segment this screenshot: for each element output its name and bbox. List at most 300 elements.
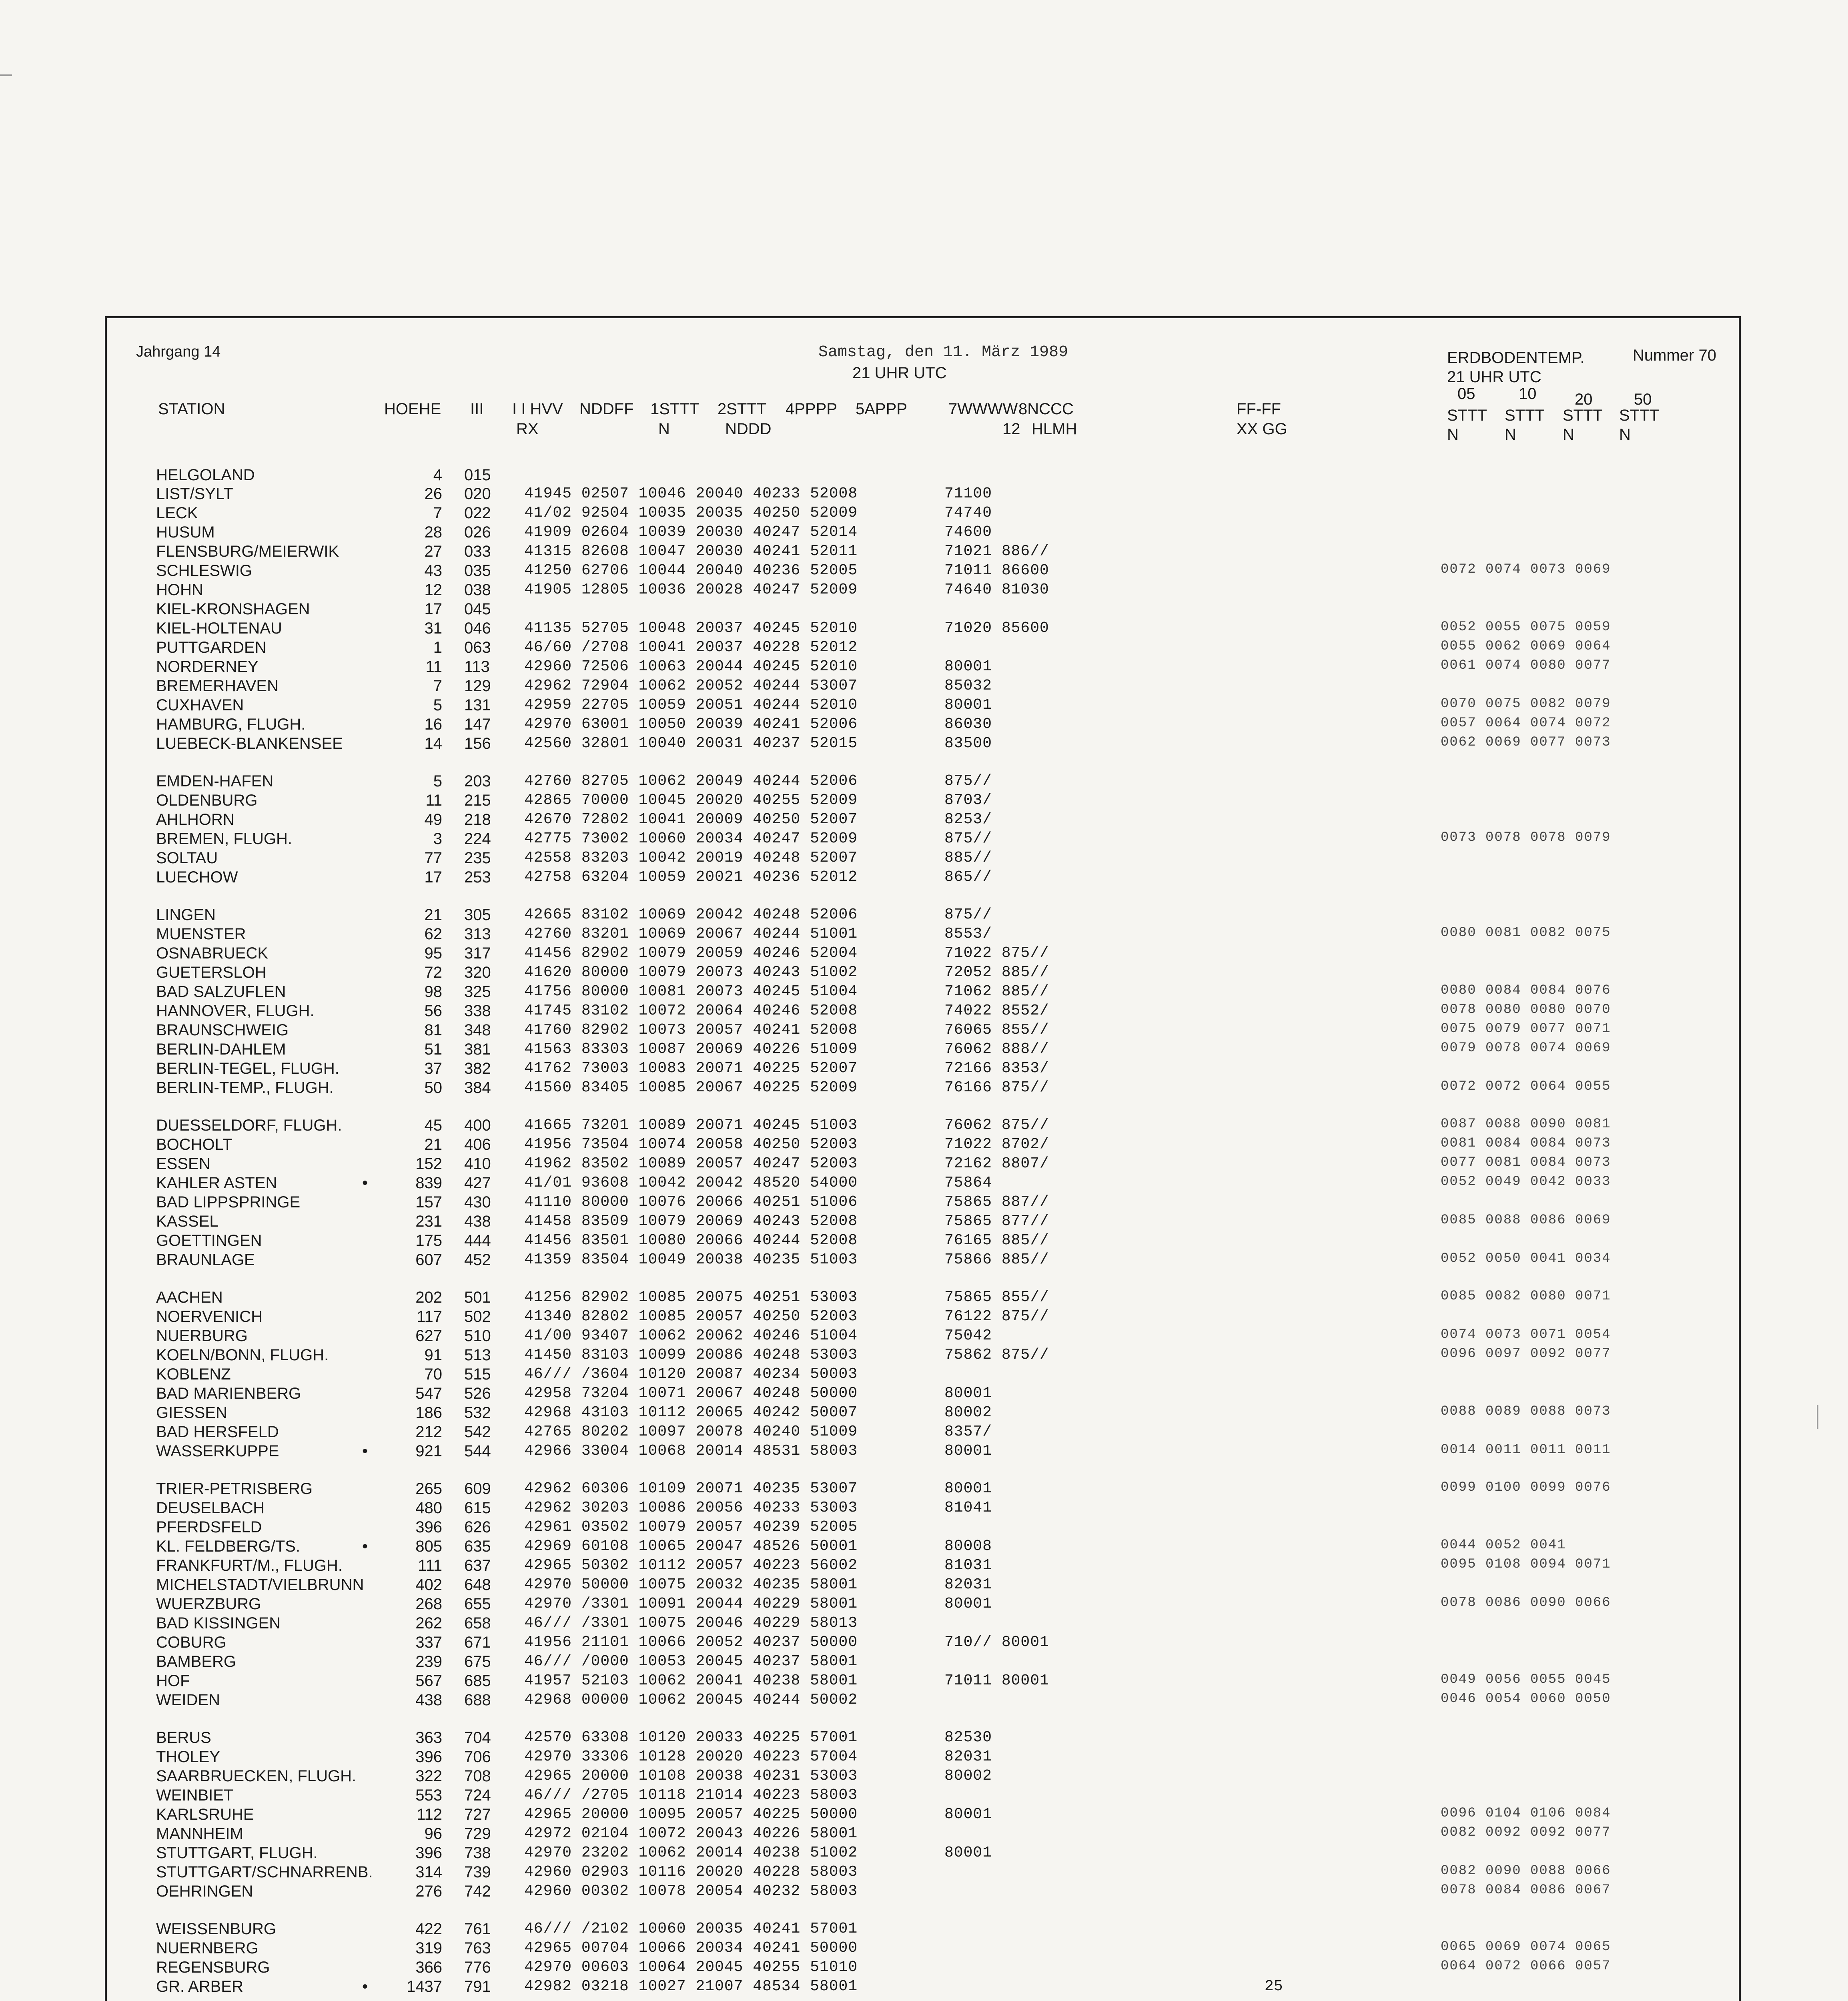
synop-groups: 42968 00000 10062 20045 40244 50002	[524, 1691, 858, 1708]
table-row	[0, 1883, 1611, 1902]
station-height: 627	[415, 1327, 442, 1345]
station-id: 033	[464, 543, 491, 560]
synop-groups: 42570 63308 10120 20033 40225 57001	[524, 1729, 858, 1746]
synop-groups: 42965 20000 10108 20038 40231 53003	[524, 1767, 858, 1784]
soil-temperatures: 0078 0080 0080 0070	[1441, 1002, 1611, 1017]
margin-mark	[1817, 1405, 1818, 1429]
weather-cloud-groups: 80001	[944, 1806, 992, 1823]
weather-cloud-groups: 76065 855//	[944, 1021, 1049, 1039]
station-height: 77	[424, 849, 442, 867]
station-height: 567	[415, 1672, 442, 1690]
table-row	[0, 811, 1601, 830]
gust-value: 25	[1265, 1978, 1283, 1995]
weather-cloud-groups: 75866 885//	[944, 1251, 1049, 1268]
station-height: 262	[415, 1614, 442, 1632]
soil-temperatures: 0099 0100 0099 0076	[1441, 1480, 1611, 1495]
table-row	[0, 964, 1601, 983]
table-row	[0, 1939, 1611, 1959]
synop-groups: 41256 82902 10085 20075 40251 53003	[524, 1289, 858, 1306]
station-id: 224	[464, 830, 491, 848]
station-name: BRAUNSCHWEIG	[156, 1021, 289, 1039]
soil-n-10: N	[1505, 426, 1516, 443]
table-row	[0, 1518, 1601, 1538]
station-name: SAARBRUECKEN, FLUGH.	[156, 1767, 357, 1785]
station-id: 532	[464, 1404, 491, 1422]
station-id: 427	[464, 1174, 491, 1192]
station-id: 671	[464, 1634, 491, 1651]
table-row	[0, 1327, 1611, 1346]
soil-temperatures: 0082 0090 0088 0066	[1441, 1863, 1611, 1879]
weather-cloud-groups: 71021 886//	[944, 543, 1049, 560]
station-name: BAD MARIENBERG	[156, 1385, 301, 1402]
synop-groups: 42765 80202 10097 20078 40240 51009	[524, 1423, 858, 1440]
station-id: 035	[464, 562, 491, 579]
station-height: 62	[424, 925, 442, 943]
station-name: KIEL-KRONSHAGEN	[156, 600, 310, 618]
synop-groups: 41762 73003 10083 20071 40225 52007	[524, 1060, 858, 1077]
col-8nccc: 8NCCC	[1018, 400, 1074, 418]
table-row	[0, 1136, 1611, 1155]
station-name: CUXHAVEN	[156, 696, 244, 714]
station-id: 381	[464, 1041, 491, 1058]
station-name: WEINBIET	[156, 1786, 234, 1804]
weather-cloud-groups: 80001	[944, 1442, 992, 1460]
station-name: GIESSEN	[156, 1404, 227, 1422]
station-name: OSNABRUECK	[156, 944, 269, 962]
station-name: LIST/SYLT	[156, 485, 233, 503]
station-name: AACHEN	[156, 1289, 223, 1306]
soil-temperatures: 0085 0088 0086 0069	[1441, 1213, 1611, 1228]
synop-groups: 41620 80000 10079 20073 40243 51002	[524, 964, 858, 981]
soil-temperatures: 0062 0069 0077 0073	[1441, 735, 1611, 750]
table-row	[0, 868, 1601, 888]
station-height: 111	[418, 1557, 442, 1574]
station-height: 438	[415, 1691, 442, 1709]
station-id: 688	[464, 1691, 491, 1709]
station-name: DUESSELDORF, FLUGH.	[156, 1117, 342, 1134]
station-height: 422	[415, 1920, 442, 1938]
station-name: HOF	[156, 1672, 190, 1690]
table-row	[0, 562, 1611, 581]
station-name: EMDEN-HAFEN	[156, 772, 274, 790]
table-row	[0, 735, 1611, 754]
synop-groups: 41/01 93608 10042 20042 48520 54000	[524, 1174, 858, 1191]
mountain-station-mark: •	[362, 1538, 368, 1555]
table-row	[0, 1672, 1611, 1691]
table-row	[0, 1213, 1611, 1232]
table-row	[0, 485, 1601, 504]
station-id: 015	[464, 466, 491, 484]
synop-groups: 41560 83405 10085 20067 40225 52009	[524, 1079, 858, 1096]
station-name: OLDENBURG	[156, 792, 258, 809]
station-height: 239	[415, 1653, 442, 1670]
synop-groups: 42670 72802 10041 20009 40250 52007	[524, 811, 858, 828]
station-name: BERUS	[156, 1729, 211, 1746]
weather-cloud-groups: 71100	[944, 485, 992, 502]
station-name: OEHRINGEN	[156, 1883, 253, 1900]
table-row	[0, 1117, 1611, 1136]
table-row	[0, 1423, 1601, 1442]
table-row	[0, 849, 1601, 868]
weather-cloud-groups: 80001	[944, 696, 992, 714]
weather-cloud-groups: 74600	[944, 523, 992, 541]
station-id: 513	[464, 1346, 491, 1364]
station-height: 117	[417, 1308, 442, 1325]
synop-groups: 42972 02104 10072 20043 40226 58001	[524, 1825, 858, 1842]
table-row	[0, 772, 1601, 792]
synop-groups: 42962 30203 10086 20056 40233 53003	[524, 1499, 858, 1516]
station-id: 215	[464, 792, 491, 809]
weather-cloud-groups: 865//	[944, 868, 992, 886]
soil-temperatures: 0049 0056 0055 0045	[1441, 1672, 1611, 1687]
station-id: 761	[464, 1920, 491, 1938]
weather-cloud-groups: 76166 875//	[944, 1079, 1049, 1096]
station-height: 202	[415, 1289, 442, 1306]
soil-temperatures: 0073 0078 0078 0079	[1441, 830, 1611, 845]
col-7wwww: 7WWWW	[948, 400, 1018, 418]
station-name: BREMEN, FLUGH.	[156, 830, 293, 848]
station-id: 544	[464, 1442, 491, 1460]
weather-cloud-groups: 81041	[944, 1499, 992, 1516]
col-nddff: NDDFF	[579, 400, 634, 418]
synop-groups: 42962 72904 10062 20052 40244 53007	[524, 677, 858, 694]
table-row	[0, 600, 1601, 620]
station-id: 129	[464, 677, 491, 695]
station-name: PUTTGARDEN	[156, 639, 267, 656]
weather-cloud-groups: 875//	[944, 830, 992, 847]
station-name: BAD LIPPSPRINGE	[156, 1193, 301, 1211]
station-name: FRANKFURT/M., FLUGH.	[156, 1557, 343, 1574]
synop-groups: 41359 83504 10049 20038 40235 51003	[524, 1251, 858, 1268]
weather-cloud-groups: 80001	[944, 658, 992, 675]
synop-groups: 42970 /3301 10091 20044 40229 58001	[524, 1595, 858, 1612]
station-height: 17	[424, 868, 442, 886]
station-name: ESSEN	[156, 1155, 210, 1173]
station-id: 382	[464, 1060, 491, 1077]
table-row	[0, 1978, 1601, 1997]
station-id: 156	[464, 735, 491, 752]
station-height: 49	[424, 811, 442, 828]
synop-groups: 42970 63001 10050 20039 40241 52006	[524, 716, 858, 733]
weather-cloud-groups: 76062 875//	[944, 1117, 1049, 1134]
station-height: 607	[415, 1251, 442, 1269]
station-name: LUEBECK-BLANKENSEE	[156, 735, 343, 752]
station-name: BAMBERG	[156, 1653, 237, 1670]
station-name: HAMBURG, FLUGH.	[156, 716, 306, 733]
mountain-station-mark: •	[362, 1174, 368, 1192]
soil-temperatures: 0072 0072 0064 0055	[1441, 1079, 1611, 1094]
soil-temperatures: 0052 0055 0075 0059	[1441, 620, 1611, 635]
depth-20: 20	[1575, 391, 1593, 408]
synop-groups: 42960 02903 10116 20020 40228 58003	[524, 1863, 858, 1881]
weather-cloud-groups: 75865 855//	[944, 1289, 1049, 1306]
soil-temperatures: 0078 0084 0086 0067	[1441, 1883, 1611, 1898]
weather-cloud-groups: 81031	[944, 1557, 992, 1574]
soil-temperatures: 0080 0081 0082 0075	[1441, 925, 1611, 940]
synop-groups: 42962 60306 10109 20071 40235 53007	[524, 1480, 858, 1497]
station-height: 396	[415, 1844, 442, 1862]
weather-cloud-groups: 80001	[944, 1844, 992, 1861]
col-station: STATION	[158, 400, 225, 418]
soil-temperatures: 0064 0072 0066 0057	[1441, 1959, 1611, 1974]
station-height: 276	[415, 1883, 442, 1900]
table-row	[0, 1653, 1601, 1672]
soil-temperatures: 0014 0011 0011 0011	[1441, 1442, 1611, 1458]
station-name: WEISSENBURG	[156, 1920, 277, 1938]
synop-groups: 42760 83201 10069 20067 40244 51001	[524, 925, 858, 942]
station-height: 212	[415, 1423, 442, 1441]
station-height: 396	[415, 1518, 442, 1536]
station-height: 26	[424, 485, 442, 503]
soil-temperatures: 0078 0086 0090 0066	[1441, 1595, 1611, 1610]
station-height: 70	[424, 1365, 442, 1383]
soil-temperatures: 0079 0078 0074 0069	[1441, 1041, 1611, 1056]
table-row	[0, 696, 1611, 716]
soil-temperatures: 0052 0049 0042 0033	[1441, 1174, 1611, 1189]
table-row	[0, 504, 1601, 523]
station-height: 337	[415, 1634, 442, 1651]
weather-cloud-groups: 71022 875//	[944, 944, 1049, 962]
station-id: 045	[464, 600, 491, 618]
table-row	[0, 1825, 1611, 1844]
weather-cloud-groups: 80002	[944, 1404, 992, 1421]
station-name: LUECHOW	[156, 868, 238, 886]
synop-groups: 41665 73201 10089 20071 40245 51003	[524, 1117, 858, 1134]
synop-groups: 41250 62706 10044 20040 40236 52005	[524, 562, 858, 579]
synop-groups: 42970 00603 10064 20045 40255 51010	[524, 1959, 858, 1976]
synop-groups: 46/// /2102 10060 20035 40241 57001	[524, 1920, 858, 1937]
table-row	[0, 1691, 1611, 1710]
station-name: KOELN/BONN, FLUGH.	[156, 1346, 329, 1364]
station-name: BAD SALZUFLEN	[156, 983, 286, 1000]
station-id: 635	[464, 1538, 491, 1555]
station-height: 396	[415, 1748, 442, 1766]
col-2sttt: 2STTT	[718, 400, 767, 418]
synop-groups: 42960 72506 10063 20044 40245 52010	[524, 658, 858, 675]
synop-groups: 42966 33004 10068 20014 48531 58003	[524, 1442, 858, 1460]
weather-cloud-groups: 74640 81030	[944, 581, 1049, 598]
synop-groups: 41905 12805 10036 20028 40247 52009	[524, 581, 858, 598]
weather-cloud-groups: 72162 8807/	[944, 1155, 1049, 1172]
table-row	[0, 1634, 1601, 1653]
station-height: 14	[424, 735, 442, 752]
station-height: 56	[424, 1002, 442, 1020]
station-id: 763	[464, 1939, 491, 1957]
weather-cloud-groups: 76165 885//	[944, 1232, 1049, 1249]
station-id: 147	[464, 716, 491, 733]
station-height: 12	[424, 581, 442, 599]
station-id: 022	[464, 504, 491, 522]
station-id: 501	[464, 1289, 491, 1306]
soil-temperatures: 0080 0084 0084 0076	[1441, 983, 1611, 998]
station-height: 152	[415, 1155, 442, 1173]
synop-groups: 42970 50000 10075 20032 40235 58001	[524, 1576, 858, 1593]
station-id: 729	[464, 1825, 491, 1843]
station-height: 366	[415, 1959, 442, 1976]
weather-cloud-groups: 75865 877//	[944, 1213, 1049, 1230]
table-row	[0, 792, 1601, 811]
synop-groups: 41909 02604 10039 20030 40247 52014	[524, 523, 858, 541]
station-name: KIEL-HOLTENAU	[156, 620, 282, 637]
weather-cloud-groups: 75865 887//	[944, 1193, 1049, 1211]
table-row	[0, 925, 1611, 944]
station-id: 410	[464, 1155, 491, 1173]
station-id: 637	[464, 1557, 491, 1574]
table-row	[0, 1748, 1601, 1767]
station-id: 046	[464, 620, 491, 637]
soil-temperatures: 0072 0074 0073 0069	[1441, 562, 1611, 577]
synop-groups: 41563 83303 10087 20069 40226 51009	[524, 1041, 858, 1058]
table-row	[0, 1786, 1601, 1806]
station-name: KARLSRUHE	[156, 1806, 254, 1823]
station-id: 738	[464, 1844, 491, 1862]
station-height: 363	[415, 1729, 442, 1746]
station-name: KASSEL	[156, 1213, 218, 1230]
station-id: 724	[464, 1786, 491, 1804]
station-height: 21	[424, 906, 442, 924]
station-id: 708	[464, 1767, 491, 1785]
station-id: 430	[464, 1193, 491, 1211]
synop-groups: 41135 52705 10048 20037 40245 52010	[524, 620, 858, 637]
station-height: 186	[415, 1404, 442, 1422]
station-height: 5	[433, 696, 442, 714]
table-row	[0, 1576, 1601, 1595]
weather-cloud-groups: 8553/	[944, 925, 992, 942]
soil-sttt-20: STTT	[1563, 407, 1603, 424]
table-row	[0, 1557, 1611, 1576]
station-name: TRIER-PETRISBERG	[156, 1480, 313, 1498]
table-row	[0, 1767, 1601, 1786]
table-row	[0, 1308, 1601, 1327]
table-row	[0, 906, 1601, 925]
table-row	[0, 581, 1601, 600]
table-row	[0, 1193, 1601, 1213]
soil-temperatures: 0055 0062 0069 0064	[1441, 639, 1611, 654]
station-height: 314	[415, 1863, 442, 1881]
synop-groups: 46/// /2705 10118 21014 40223 58003	[524, 1786, 858, 1804]
station-id: 020	[464, 485, 491, 503]
weather-cloud-groups: 875//	[944, 772, 992, 790]
year-label: Jahrgang 14	[136, 343, 221, 360]
station-height: 7	[433, 504, 442, 522]
synop-groups: 42560 32801 10040 20031 40237 52015	[524, 735, 858, 752]
soil-sttt-05: STTT	[1447, 407, 1487, 424]
synop-groups: 42970 23202 10062 20014 40238 51002	[524, 1844, 858, 1861]
soil-sttt-10: STTT	[1505, 407, 1545, 424]
station-id: 542	[464, 1423, 491, 1441]
station-id: 615	[464, 1499, 491, 1517]
table-row	[0, 1499, 1601, 1518]
table-row	[0, 639, 1611, 658]
soil-temperatures: 0087 0088 0090 0081	[1441, 1117, 1611, 1132]
station-id: 305	[464, 906, 491, 924]
synop-groups: 42558 83203 10042 20019 40248 52007	[524, 849, 858, 866]
station-name: WUERZBURG	[156, 1595, 261, 1613]
weather-cloud-groups: 71022 8702/	[944, 1136, 1049, 1153]
station-name: BERLIN-TEMP., FLUGH.	[156, 1079, 334, 1097]
station-name: GOETTINGEN	[156, 1232, 262, 1249]
synop-groups: 42968 43103 10112 20065 40242 50007	[524, 1404, 858, 1421]
depth-05: 05	[1457, 385, 1475, 403]
synop-groups: 41/02 92504 10035 20035 40250 52009	[524, 504, 858, 521]
soil-temperatures: 0075 0079 0077 0071	[1441, 1021, 1611, 1037]
soil-temperatures: 0095 0108 0094 0071	[1441, 1557, 1611, 1572]
station-height: 50	[424, 1079, 442, 1097]
station-height: 157	[415, 1193, 442, 1211]
station-id: 438	[464, 1213, 491, 1230]
station-height: 319	[415, 1939, 442, 1957]
col-5appp: 5APPP	[856, 400, 907, 418]
table-row	[0, 677, 1601, 696]
synop-groups: 42959 22705 10059 20051 40244 52010	[524, 696, 858, 714]
table-row	[0, 1729, 1601, 1748]
station-name: KL. FELDBERG/TS.	[156, 1538, 301, 1555]
weather-cloud-groups: 82530	[944, 1729, 992, 1746]
station-id: 406	[464, 1136, 491, 1153]
weather-cloud-groups: 74740	[944, 504, 992, 521]
station-height: 7	[433, 677, 442, 695]
station-name: SOLTAU	[156, 849, 218, 867]
station-name: KAHLER ASTEN	[156, 1174, 277, 1192]
table-row	[0, 1385, 1601, 1404]
station-id: 320	[464, 964, 491, 981]
table-row	[0, 1021, 1611, 1041]
table-row	[0, 983, 1611, 1002]
synop-groups: 42965 20000 10095 20057 40225 50000	[524, 1806, 858, 1823]
col-nddd: NDDD	[725, 420, 772, 438]
station-name: SCHLESWIG	[156, 562, 253, 579]
station-id: 739	[464, 1863, 491, 1881]
col-hlmh: HLMH	[1032, 420, 1077, 438]
station-name: REGENSBURG	[156, 1959, 270, 1976]
synop-groups: 41450 83103 10099 20086 40248 53003	[524, 1346, 858, 1363]
weather-cloud-groups: 85032	[944, 677, 992, 694]
soil-title: ERDBODENTEMP.	[1447, 349, 1585, 367]
station-name: PFERDSFELD	[156, 1518, 262, 1536]
synop-groups: 42960 00302 10078 20054 40232 58003	[524, 1883, 858, 1900]
synop-groups: 41110 80000 10076 20066 40251 51006	[524, 1193, 858, 1211]
station-id: 384	[464, 1079, 491, 1097]
station-height: 5	[433, 772, 442, 790]
station-id: 655	[464, 1595, 491, 1613]
station-name: BOCHOLT	[156, 1136, 233, 1153]
station-name: LECK	[156, 504, 198, 522]
table-row	[0, 1079, 1611, 1098]
station-height: 95	[424, 944, 442, 962]
table-row	[0, 1002, 1611, 1021]
station-name: MANNHEIM	[156, 1825, 243, 1843]
weather-cloud-groups: 76062 888//	[944, 1041, 1049, 1058]
station-id: 026	[464, 523, 491, 541]
number-label: Nummer 70	[1633, 347, 1716, 364]
station-height: 51	[424, 1041, 442, 1058]
weather-cloud-groups: 75864	[944, 1174, 992, 1191]
station-id: 113	[464, 658, 490, 676]
soil-temperatures: 0096 0104 0106 0084	[1441, 1806, 1611, 1821]
weather-cloud-groups: 8357/	[944, 1423, 992, 1440]
station-id: 203	[464, 772, 491, 790]
soil-temperatures: 0082 0092 0092 0077	[1441, 1825, 1611, 1840]
station-name: MICHELSTADT/VIELBRUNN	[156, 1576, 364, 1594]
synop-groups: 42865 70000 10045 20020 40255 52009	[524, 792, 858, 809]
station-height: 231	[415, 1213, 442, 1230]
col-xxgg: XX GG	[1237, 420, 1287, 438]
station-id: 648	[464, 1576, 491, 1594]
station-id: 609	[464, 1480, 491, 1498]
col-4pppp: 4PPPP	[786, 400, 837, 418]
station-name: COBURG	[156, 1634, 226, 1651]
table-row	[0, 1844, 1601, 1863]
